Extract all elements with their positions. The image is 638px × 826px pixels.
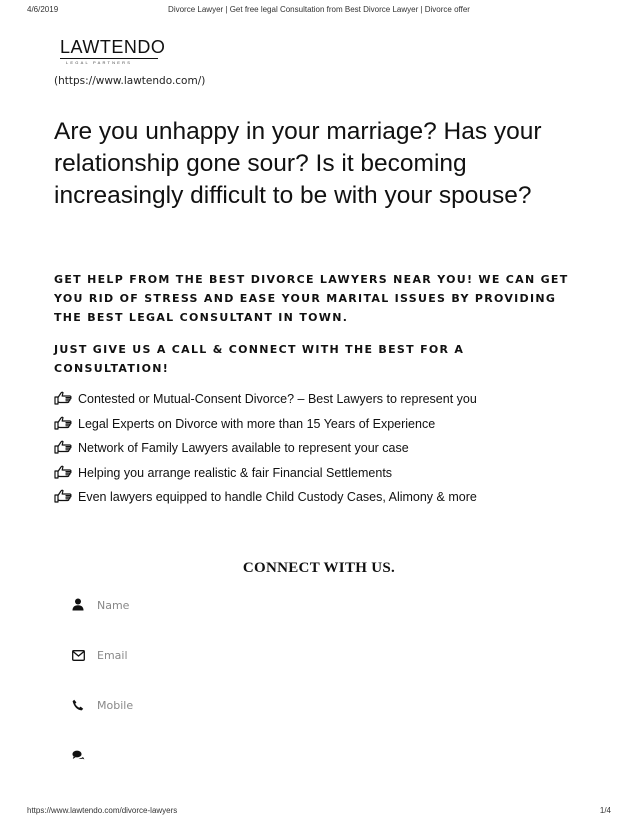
hand-point-right-icon — [54, 489, 76, 505]
subheading-call: JUST GIVE US A CALL & CONNECT WITH THE BEST FOR A CONSULTATION! — [54, 343, 465, 375]
user-icon — [72, 598, 86, 612]
feature-text: Contested or Mutual-Consent Divorce? – Best Lawyers to represent you — [78, 392, 477, 407]
logo-underline — [60, 58, 158, 59]
subheading-help: GET HELP FROM THE BEST DIVORCE LAWYERS NEAR YOU! WE CAN GET YOU RID OF STRESS AND EASE YOUR MARITAL ISSUES BY PROVIDING THE BEST LEGAL CONSULTANT IN TOWN. — [54, 273, 569, 324]
feature-item — [54, 387, 594, 412]
feature-item — [54, 436, 594, 461]
print-page-number: 1/4 — [599, 806, 611, 815]
logo-wordmark: LAWTENDO — [60, 37, 166, 57]
feature-item — [54, 461, 594, 486]
logo-tagline: LEGAL PARTNERS — [66, 60, 133, 65]
print-header — [27, 5, 611, 19]
feature-text: Legal Experts on Divorce with more than 15 Years of Experience — [78, 416, 436, 431]
hand-point-right-icon — [54, 416, 76, 432]
name-field[interactable] — [72, 595, 552, 615]
mobile-placeholder: Mobile — [97, 698, 134, 712]
hand-point-right-icon — [54, 465, 76, 481]
feature-item — [54, 412, 594, 437]
print-date: 4/6/2019 — [27, 5, 59, 14]
print-url: https://www.lawtendo.com/divorce-lawyers — [27, 806, 178, 815]
feature-text: Even lawyers equipped to handle Child Custody Cases, Alimony & more — [78, 490, 477, 505]
envelope-icon — [72, 648, 86, 662]
email-field[interactable] — [72, 645, 552, 665]
feature-text: Helping you arrange realistic & fair Financial Settlements — [78, 465, 393, 480]
connect-heading: CONNECT WITH US. — [242, 560, 396, 576]
lawtendo-logo[interactable] — [60, 37, 166, 67]
phone-icon — [72, 698, 86, 712]
feature-item — [54, 485, 594, 510]
print-footer — [27, 806, 611, 818]
name-placeholder: Name — [97, 598, 130, 612]
message-field[interactable] — [72, 745, 552, 765]
feature-list — [54, 387, 594, 510]
feature-text: Network of Family Lawyers available to represent your case — [78, 441, 409, 456]
logo-link-url[interactable]: (https://www.lawtendo.com/) — [54, 75, 206, 87]
hand-point-right-icon — [54, 440, 76, 456]
email-placeholder: Email — [97, 648, 128, 662]
print-page-title: Divorce Lawyer | Get free legal Consultation from Best Divorce Lawyer | Divorce offer — [168, 5, 470, 14]
comments-icon — [72, 748, 86, 762]
page-headline: Are you unhappy in your marriage? Has your relationship gone sour? Is it becoming increasingly difficult to be with your spouse? — [54, 118, 542, 209]
hand-point-right-icon — [54, 391, 76, 407]
mobile-field[interactable] — [72, 695, 552, 715]
